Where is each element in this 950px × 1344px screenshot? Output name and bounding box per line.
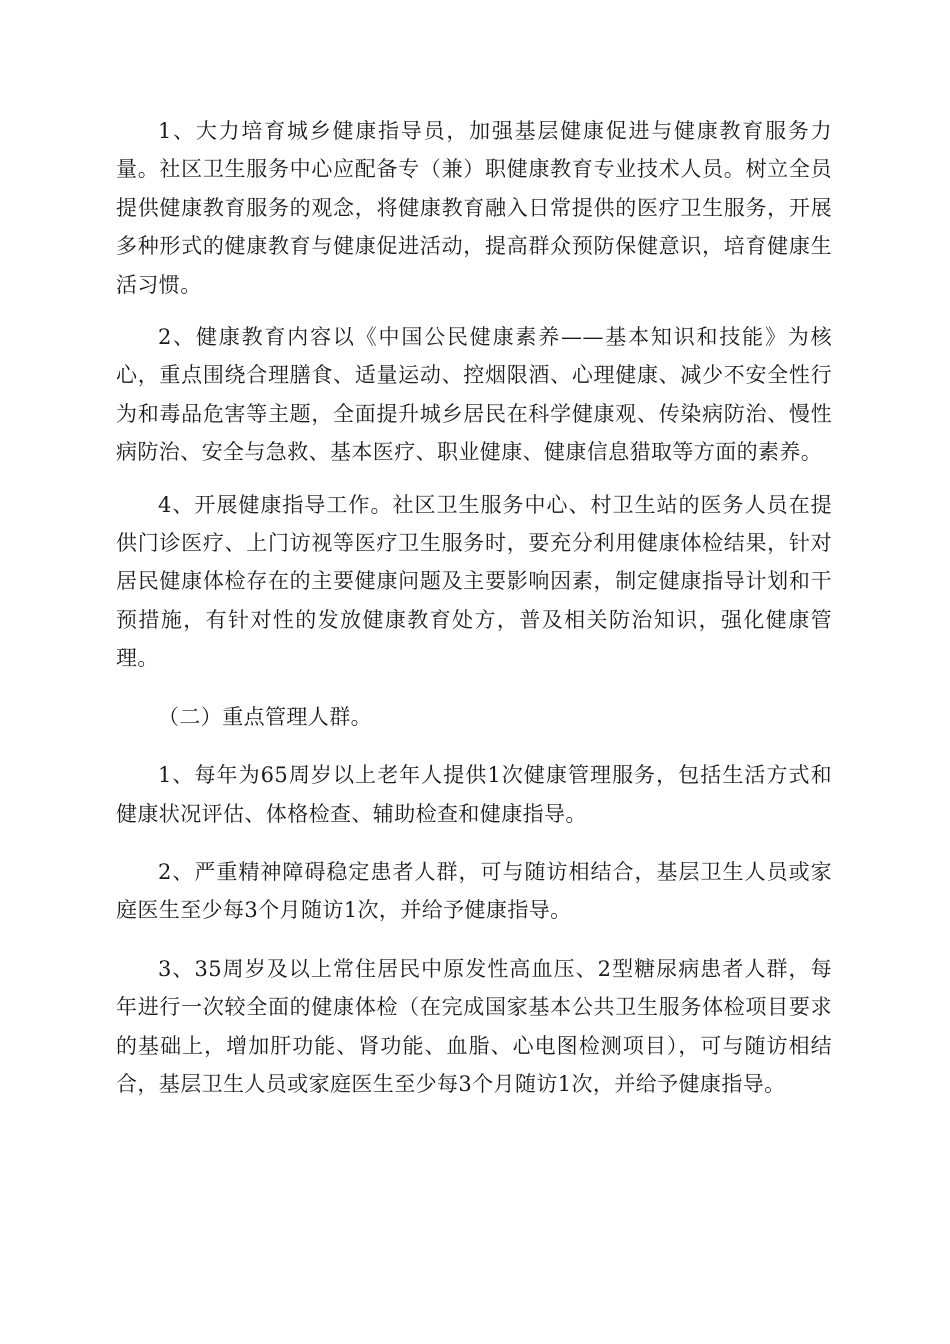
paragraph-elderly-service: 1、每年为65周岁以上老年人提供1次健康管理服务，包括生活方式和健康状况评估、体格检查、辅助检查和健康指导。 bbox=[116, 763, 832, 826]
document-page bbox=[116, 112, 832, 1103]
paragraph-health-guidance: 4、开展健康指导工作。社区卫生服务中心、村卫生站的医务人员在提供门诊医疗、上门访视等医疗卫生服务时，要充分利用健康体检结果，针对居民健康体检存在的主要健康问题及主要影响因素，制定健康指导计划和干预措施，有针对性的发放健康教育处方，普及相关防治知识，强化健康管理。 bbox=[116, 492, 832, 671]
paragraph-hypertension-diabetes: 3、35周岁及以上常住居民中原发性高血压、2型糖尿病患者人群，每年进行一次较全面的健康体检（在完成国家基本公共卫生服务体检项目要求的基础上，增加肝功能、肾功能、血脂、心电图检测项目），可与随访相结合，基层卫生人员或家庭医生至少每3个月随访1次，并给予健康指导。 bbox=[116, 956, 832, 1096]
section-heading-key-groups: （二）重点管理人群。 bbox=[158, 704, 372, 729]
paragraph-education-content: 2、健康教育内容以《中国公民健康素养——基本知识和技能》为核心，重点围绕合理膳食、适量运动、控烟限酒、心理健康、减少不安全性行为和毒品危害等主题，全面提升城乡居民在科学健康观、传染病防治、慢性病防治、安全与急救、基本医疗、职业健康、健康信息猎取等方面的素养。 bbox=[116, 325, 832, 465]
paragraph-health-instructors: 1、大力培育城乡健康指导员，加强基层健康促进与健康教育服务力量。社区卫生服务中心应配备专（兼）职健康教育专业技术人员。树立全员提供健康教育服务的观念，将健康教育融入日常提供的医疗卫生服务，开展多种形式的健康教育与健康促进活动，提高群众预防保健意识，培育健康生活习惯。 bbox=[116, 119, 832, 297]
paragraph-mental-disorder: 2、严重精神障碍稳定患者人群，可与随访相结合，基层卫生人员或家庭医生至少每3个月随访1次，并给予健康指导。 bbox=[116, 859, 832, 923]
